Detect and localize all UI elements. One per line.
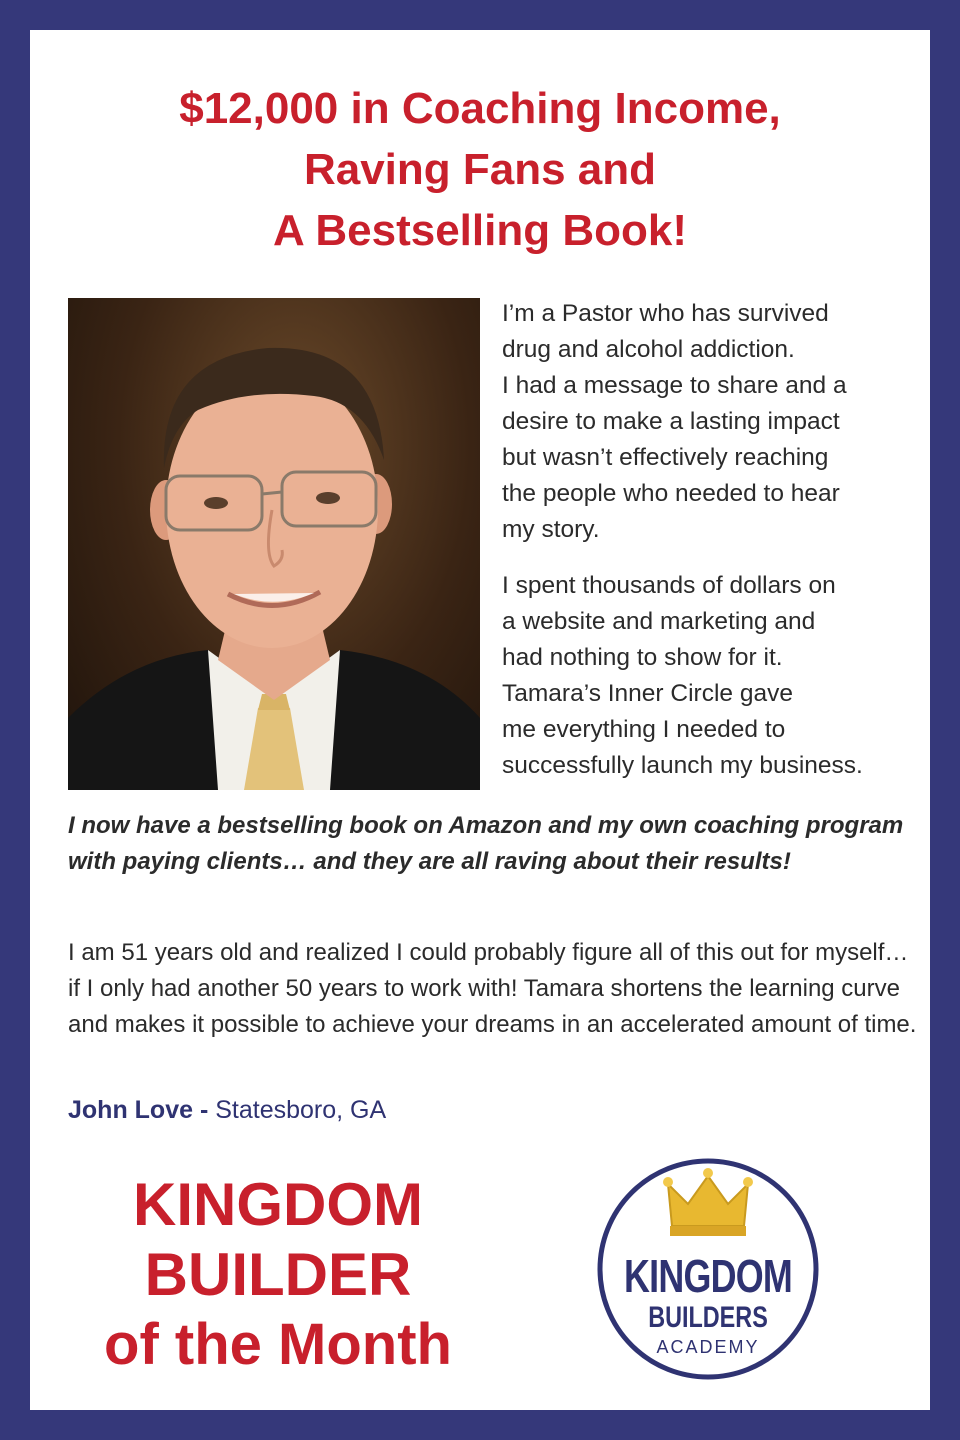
testimonial-paragraph-1: I’m a Pastor who has survived drug and alcohol addiction. I had a message to share and a desire to make a lasting impact but wasn’t effectively reaching the people who needed to hear my story. [502,300,847,543]
headline [30,78,930,261]
testimonial-paragraph-3: I am 51 years old and realized I could probably figure all of this out for myself… if I only had another 50 years to work with! Tamara shortens the learning curve and makes it possible to achieve your dreams in an accelerated amount of time. [68,939,917,1038]
award-line-3: of the Month [104,1312,452,1377]
testimonial-side-text [502,296,912,804]
portrait-illustration [68,298,480,790]
logo-word-academy: ACADEMY [656,1337,760,1357]
logo-word-builders: BUILDERS [648,1301,768,1334]
headline-line-3: A Bestselling Book! [273,206,687,255]
kingdom-builders-academy-logo [578,1154,838,1384]
attribution-separator: - [193,1096,216,1124]
award-title [68,1170,488,1380]
award-line-2: BUILDER [144,1241,412,1308]
attribution [68,1093,386,1127]
testimonial-card [30,30,930,1410]
portrait-photo [68,298,480,790]
testimonial-paragraph-2: I spent thousands of dollars on a website and marketing and had nothing to show for it. Tamara’s Inner Circle gave me everything I needed to successfully launch my business. [502,572,863,779]
headline-line-2: Raving Fans and [303,145,657,194]
author-name: John Love [68,1096,194,1124]
author-location: Statesboro, GA [215,1096,387,1124]
award-line-1: KINGDOM [133,1171,423,1238]
logo-word-kingdom: KINGDOM [624,1250,792,1302]
headline-line-1: $12,000 in Coaching Income, [179,84,781,133]
highlighted-quote: I now have a bestselling book on Amazon and my own coaching program with paying clients… and they are all raving about their results! [68,812,904,875]
